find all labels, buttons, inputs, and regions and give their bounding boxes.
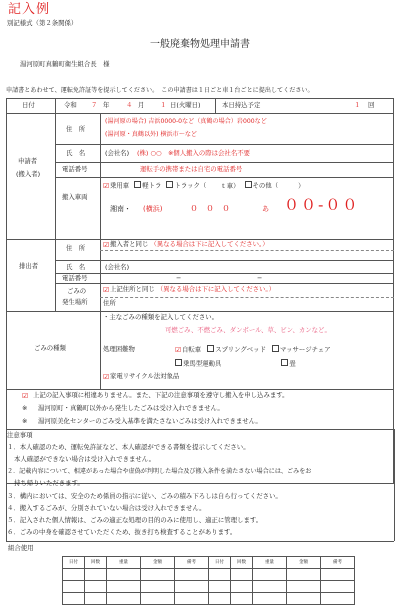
sample-label: 記入例 xyxy=(8,2,51,17)
caution-1b: 本人確認ができない場合は受け入れできません。 xyxy=(14,455,155,463)
discharger-name-prefix: (会社名) xyxy=(105,263,130,271)
date-year[interactable]: ７ xyxy=(91,101,98,109)
table-cell[interactable] xyxy=(141,593,175,605)
plate-kana[interactable]: あ xyxy=(262,205,269,213)
table-cell[interactable] xyxy=(231,593,253,605)
plate-region: 湘南・ xyxy=(110,205,131,213)
applicant-name-prefix: (会社名) xyxy=(105,149,130,157)
page-title: 一般廃棄物処理申請書 xyxy=(150,39,250,50)
table-header-cell: 日付 xyxy=(209,557,231,569)
empty-box-icon[interactable] xyxy=(281,359,288,366)
table-cell[interactable] xyxy=(321,581,355,593)
caution-title: 注意事項 xyxy=(7,431,33,439)
table-header-cell: 重量 xyxy=(253,557,287,569)
table-cell[interactable] xyxy=(287,569,321,581)
date-label: 日付 xyxy=(22,101,35,109)
note-mark: ※ xyxy=(22,417,28,425)
caution-2: ２．記載内容について、相違があった場合や虚偽が判明した場合及び搬入条件を満たさない場合には、ごみをお xyxy=(7,468,312,475)
vehicle-options: ☑乗用車 軽トラ トラック（ ｔ車） その他（ ） xyxy=(103,181,305,190)
caution-3: ３．構内においては、安全のため係員の指示に従い、ごみの積み下ろしは自ら行ってください。 xyxy=(7,492,282,500)
check-box-icon[interactable]: ☑ xyxy=(22,391,29,400)
table-header-cell: 備考 xyxy=(175,557,209,569)
table-cell[interactable] xyxy=(85,593,107,605)
origin-label: ごみの xyxy=(67,287,87,295)
table-cell[interactable] xyxy=(253,581,287,593)
date-month[interactable]: ４ xyxy=(126,101,133,109)
origin-check: ☑上記住所と同じ （異なる場合は下に記入してください。） xyxy=(103,285,276,294)
table-header-cell: 回数 xyxy=(231,557,253,569)
table-cell[interactable] xyxy=(287,581,321,593)
check-box-icon[interactable]: ☑ xyxy=(103,240,110,249)
table-header-cell: 日付 xyxy=(63,557,85,569)
applicant-address-line1[interactable]: (湯河原の場合) 吉浜0000-0など（真鶴の場合）岩000など xyxy=(105,118,267,125)
agreement-line: ☑ 上記の記入事項に相違ありません。また、下記の注意事項を遵守し搬入を申し込みます。 xyxy=(22,391,289,400)
difficult-label: 処理困難物 xyxy=(103,345,135,353)
vehicle-label: 搬入車両 xyxy=(62,193,88,201)
difficult-items-row2: 乗馬型運動具 畳 xyxy=(175,359,296,368)
note-acceptance: 湯河原美化センターのごみ受入基準を満たさないごみは受け入れできません。 xyxy=(38,417,262,425)
plate-region-example[interactable]: (横浜) xyxy=(143,205,163,213)
applicant-address-label: 住 所 xyxy=(66,125,86,133)
table-cell[interactable] xyxy=(253,593,287,605)
applicant-name-label: 氏 名 xyxy=(66,149,86,157)
plate-number[interactable]: ００-００ xyxy=(284,196,360,214)
applicant-phone-value[interactable]: 運転手の携帯または自宅の電話番号 xyxy=(140,165,243,173)
difficult-items-row1: ☑自転車 スプリングベッド マッサージチェア xyxy=(175,345,331,354)
check-box-icon[interactable]: ☑ xyxy=(103,285,110,294)
table-cell[interactable] xyxy=(63,593,85,605)
table-row xyxy=(63,593,355,605)
table-row xyxy=(63,557,355,569)
applicant-phone-label: 電話番号 xyxy=(62,165,88,173)
date-year-unit: 年 xyxy=(103,101,110,109)
union-use-table xyxy=(62,556,355,605)
empty-box-icon[interactable] xyxy=(245,181,252,188)
date-era: 令和 xyxy=(64,101,77,109)
waste-label: ごみの種類 xyxy=(34,344,66,352)
addressee: 湯河原町真鶴町衛生組合長 様 xyxy=(20,60,110,68)
table-row xyxy=(63,581,355,593)
intro-text: 申請書とあわせて、運転免許証等を提示してください。 この申請書は１日ごと車１台ごとに提出してください。 xyxy=(6,87,314,94)
empty-box-icon[interactable] xyxy=(166,181,173,188)
table-header-cell: 備考 xyxy=(321,557,355,569)
check-box-icon[interactable]: ☑ xyxy=(103,182,110,190)
empty-box-icon[interactable] xyxy=(207,345,214,352)
phone-dash: − xyxy=(257,274,263,282)
table-cell[interactable] xyxy=(175,569,209,581)
form-number: 別記様式（第２条関係） xyxy=(7,19,78,27)
table-header-cell: 回数 xyxy=(85,557,107,569)
discharger-name-label: 氏 名 xyxy=(66,263,86,271)
table-cell[interactable] xyxy=(209,593,231,605)
check-box-icon[interactable]: ☑ xyxy=(175,346,182,354)
note-outside-towns: 湯河原町・真鶴町以外から発生したごみは受け入れできません。 xyxy=(38,404,224,412)
caution-1: １．本人確認のため、運転免許証など、本人確認ができる書類を提示してください。 xyxy=(7,443,250,451)
table-cell[interactable] xyxy=(85,581,107,593)
table-cell[interactable] xyxy=(63,581,85,593)
table-cell[interactable] xyxy=(231,581,253,593)
table-row xyxy=(63,569,355,581)
visit-count-unit: 回 xyxy=(368,101,375,109)
origin-address-label: 住所 xyxy=(103,299,116,307)
date-day[interactable]: １ xyxy=(160,101,167,109)
table-cell[interactable] xyxy=(107,569,141,581)
table-cell[interactable] xyxy=(321,593,355,605)
applicant-sublabel: (搬入者) xyxy=(16,170,41,178)
table-cell[interactable] xyxy=(209,569,231,581)
table-cell[interactable] xyxy=(253,569,287,581)
table-cell[interactable] xyxy=(175,593,209,605)
check-box-icon[interactable]: ☑ xyxy=(103,372,110,381)
table-header-cell: 金額 xyxy=(141,557,175,569)
caution-2b: 持ち帰りいただきます。 xyxy=(14,479,84,487)
empty-box-icon[interactable] xyxy=(272,345,279,352)
discharger-address-label: 住 所 xyxy=(66,244,86,252)
table-cell[interactable] xyxy=(141,569,175,581)
table-cell[interactable] xyxy=(141,581,175,593)
phone-dash: − xyxy=(176,274,182,282)
discharger-address-check: ☑搬入者と同じ （異なる場合は下に記入してください。） xyxy=(103,240,269,249)
origin-sublabel: 発生場所 xyxy=(62,298,88,306)
empty-box-icon[interactable] xyxy=(134,181,141,188)
table-cell[interactable] xyxy=(231,569,253,581)
discharger-label: 排出者 xyxy=(19,262,39,270)
table-cell[interactable] xyxy=(175,581,209,593)
table-header-cell: 重量 xyxy=(107,557,141,569)
note-mark: ※ xyxy=(22,404,28,412)
date-day-unit: 日(火曜日) xyxy=(170,101,201,109)
applicant-address-line2[interactable]: (湯河原・真鶴以外) 横浜市〜など xyxy=(105,131,198,138)
schedule-label: 本日持込予定 xyxy=(222,101,261,109)
table-cell[interactable] xyxy=(209,581,231,593)
applicant-name-value[interactable]: (株) ○○ ※個人搬入の際は会社名不要 xyxy=(137,149,250,157)
date-month-unit: 月 xyxy=(138,101,145,109)
table-cell[interactable] xyxy=(287,593,321,605)
empty-box-icon[interactable] xyxy=(175,359,182,366)
applicant-label: 申請者 xyxy=(18,157,38,165)
table-header-cell: 金額 xyxy=(287,557,321,569)
table-cell[interactable] xyxy=(321,569,355,581)
plate-class[interactable]: ０ ０ ０ xyxy=(190,204,230,213)
table-cell[interactable] xyxy=(107,581,141,593)
caution-6: ６．ごみの中身を確認させていただくため、抜き打ち検査することがあります。 xyxy=(7,528,237,536)
difficult-items-row3: ☑家電リサイクル法対象品 xyxy=(103,372,180,381)
waste-example: 可燃ごみ、不燃ごみ、ダンボール、草、ビン、カンなど。 xyxy=(165,326,331,334)
caution-5: ５．記入された個人情報は、ごみの適正な処理の目的のみに使用し、適正に管理します。 xyxy=(7,516,263,524)
table-cell[interactable] xyxy=(85,569,107,581)
waste-instruction: ・主なごみの種類を記入してください。 xyxy=(103,313,219,321)
caution-4: ４．搬入するごみが、分別されていない場合は受け入れできません。 xyxy=(7,504,206,512)
table-cell[interactable] xyxy=(63,569,85,581)
discharger-phone-label: 電話番号 xyxy=(62,274,88,282)
table-cell[interactable] xyxy=(107,593,141,605)
visit-count[interactable]: １ xyxy=(354,101,361,109)
union-use-label: 組合使用 xyxy=(8,544,34,552)
